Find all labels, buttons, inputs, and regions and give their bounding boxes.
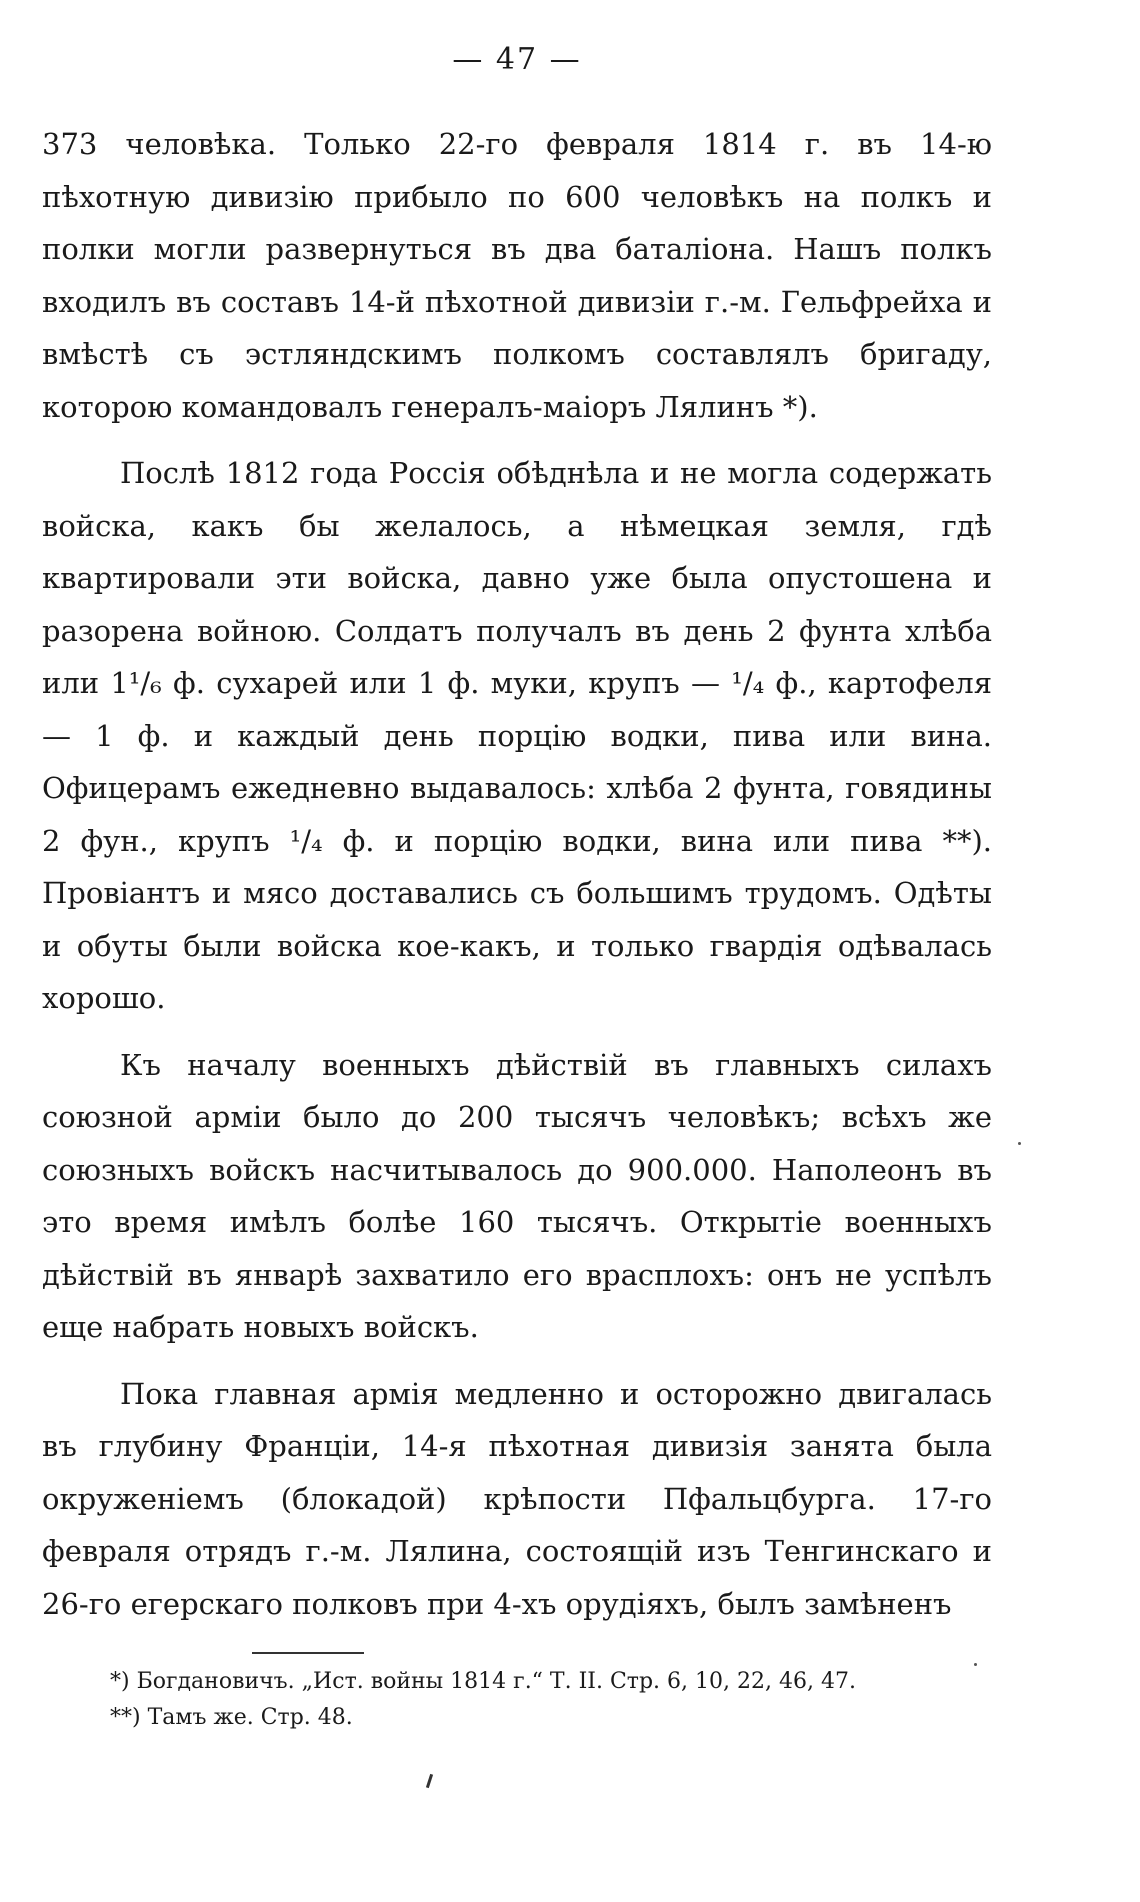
footnote-1: *) Богдановичъ. „Ист. войны 1814 г.“ Т. II. Стр. 6, 10, 22, 46, 47. xyxy=(110,1669,856,1694)
paragraph-3: Къ началу военныхъ дѣйствій въ главныхъ силахъ союзной арміи было до 200 тысячъ человѣкъ; всѣхъ же союзныхъ войскъ насчитывалось до 900.000. Наполеонъ въ это время имѣлъ болѣе 160 тысячъ. Открытіе военныхъ дѣйствій въ январѣ захватило его врасплохъ: онъ не успѣлъ еще набрать новыхъ войскъ. xyxy=(42,1047,992,1344)
paragraph-4: Пока главная армія медленно и осторожно двигалась въ глубину Франціи, 14-я пѣхотная дивизія занята была окруженіемъ (блокадой) крѣпости Пфальцбурга. 17-го февраля отрядъ г.-м. Лялина, состоящій изъ Тенгинскаго и 26-го егерскаго полковъ при 4-хъ орудіяхъ, былъ замѣненъ xyxy=(42,1376,992,1621)
book-page xyxy=(42,30,992,1736)
footnote-2: **) Тамъ же. Стр. 48. xyxy=(110,1705,353,1730)
paragraph-2: Послѣ 1812 года Россія обѣднѣла и не могла содержать войска, какъ бы желалось, а нѣмецкая земля, гдѣ квартировали эти войска, давно уже была опустошена и разорена войною. Солдатъ получалъ въ день 2 фунта хлѣба или 1¹/₆ ф. сухарей или 1 ф. муки, крупъ — ¹/₄ ф., картофеля — 1 ф. и каждый день порцію водки, пива или вина. Офицерамъ ежедневно выдавалось: хлѣба 2 фунта, говядины 2 фун., крупъ ¹/₄ ф. и порцію водки, вина или пива **). Провіантъ и мясо доставались съ большимъ трудомъ. Одѣты и обуты были войска кое-какъ, и только гвардія одѣвалась хорошо. xyxy=(42,456,992,1015)
print-tick-mark xyxy=(426,1774,433,1788)
footnote-divider xyxy=(252,1652,364,1654)
page-number: — 47 — xyxy=(452,42,582,77)
body-text xyxy=(42,118,992,1630)
print-speck xyxy=(1018,1142,1021,1145)
paragraph-1: 373 человѣка. Только 22-го февраля 1814 г. въ 14-ю пѣхотную дивизію прибыло по 600 человѣкъ на полкъ и полки могли развернуться въ два баталіона. Нашъ полкъ входилъ въ составъ 14-й пѣхотной дивизіи г.-м. Гельфрейха и вмѣстѣ съ эстляндскимъ полкомъ составлялъ бригаду, которою командовалъ генералъ-маіоръ Лялинъ *). xyxy=(42,127,992,424)
footnotes xyxy=(42,1664,992,1736)
print-speck xyxy=(974,1663,977,1666)
